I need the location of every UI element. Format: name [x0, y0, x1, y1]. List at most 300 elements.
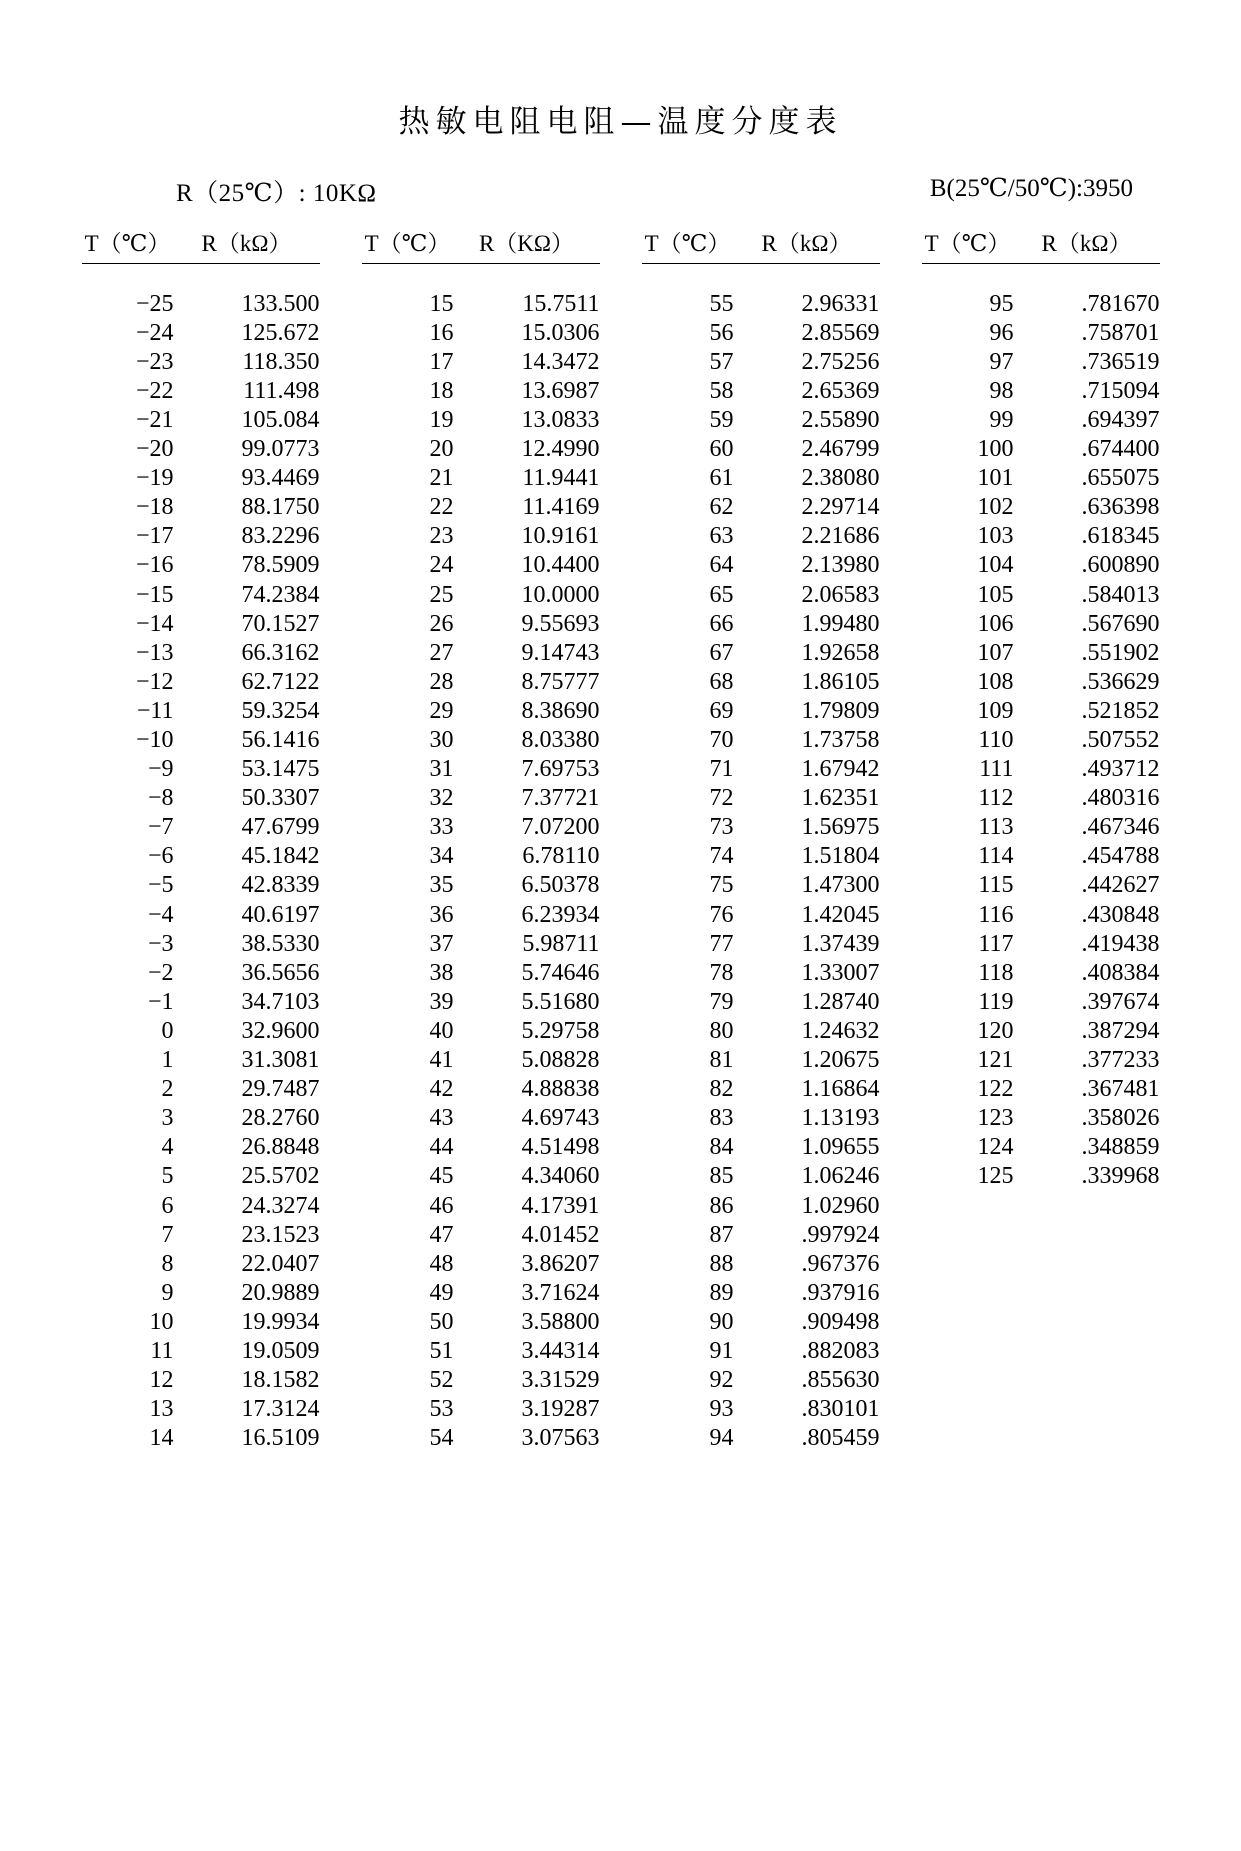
- column-gap: [880, 1221, 922, 1250]
- nominal-resistance-spec: R（25℃）: 10KΩ: [176, 180, 377, 207]
- resistance-cell: 13.6987: [521, 377, 600, 404]
- table-row: [82, 726, 1160, 755]
- temperature-cell: 102: [977, 494, 1014, 521]
- table-row: [82, 1425, 1160, 1454]
- resistance-cell: 47.6799: [241, 814, 320, 841]
- resistance-cell: .882083: [801, 1337, 880, 1364]
- resistance-cell: .521852: [1081, 697, 1160, 724]
- column-gap: [320, 901, 362, 930]
- column-gap: [600, 959, 642, 988]
- table-row: [82, 406, 1160, 435]
- column-gap: [600, 348, 642, 377]
- resistance-cell: .348859: [1081, 1134, 1160, 1161]
- column-gap: [320, 930, 362, 959]
- table-row: [82, 930, 1160, 959]
- column-gap: [600, 1425, 642, 1454]
- temperature-cell: 26: [429, 610, 454, 637]
- table-row: [82, 1076, 1160, 1105]
- column-gap: [880, 1017, 922, 1046]
- temperature-cell: 19: [429, 406, 454, 433]
- temperature-cell: 17: [429, 348, 454, 375]
- temperature-cell: 39: [429, 988, 454, 1015]
- column-gap: [600, 756, 642, 785]
- temperature-cell: 60: [709, 436, 734, 463]
- column-gap: [600, 610, 642, 639]
- temperature-cell: 83: [709, 1105, 734, 1132]
- temperature-cell: 107: [977, 639, 1014, 666]
- temperature-cell: 10: [149, 1308, 174, 1335]
- resistance-cell: 1.06246: [801, 1163, 880, 1190]
- resistance-cell: 3.86207: [521, 1250, 600, 1277]
- temperature-cell: 96: [989, 319, 1014, 346]
- resistance-cell: 14.3472: [521, 348, 600, 375]
- temperature-cell: 62: [709, 494, 734, 521]
- header-spacer-row: [82, 264, 1160, 291]
- resistance-cell: .830101: [801, 1396, 880, 1423]
- column-gap: [320, 843, 362, 872]
- column-gap: [320, 1134, 362, 1163]
- column-gap: [880, 1250, 922, 1279]
- column-gap: [320, 348, 362, 377]
- column-gap: [880, 639, 922, 668]
- column-gap: [320, 988, 362, 1017]
- resistance-cell: 83.2296: [241, 523, 320, 550]
- column-gap: [880, 319, 922, 348]
- resistance-cell: .937916: [801, 1279, 880, 1306]
- column-gap: [600, 435, 642, 464]
- temperature-cell: 36: [429, 901, 454, 928]
- resistance-cell: .480316: [1081, 785, 1160, 812]
- temperature-cell: [922, 1396, 1014, 1425]
- resistance-cell: 7.69753: [521, 756, 600, 783]
- resistance-cell: 105.084: [241, 406, 320, 433]
- resistance-cell: .430848: [1081, 901, 1160, 928]
- temperature-cell: 56: [709, 319, 734, 346]
- column-gap: [600, 1105, 642, 1134]
- temperature-cell: 114: [978, 843, 1014, 870]
- column-gap: [320, 494, 362, 523]
- resistance-cell: .408384: [1081, 959, 1160, 986]
- temperature-cell: 18: [429, 377, 454, 404]
- resistance-cell: 28.2760: [241, 1105, 320, 1132]
- temperature-cell: 6: [161, 1192, 174, 1219]
- resistance-cell: 36.5656: [241, 959, 320, 986]
- column-gap: [880, 348, 922, 377]
- temperature-cell: 28: [429, 668, 454, 695]
- column-gap: [600, 1221, 642, 1250]
- resistance-cell: 3.44314: [521, 1337, 600, 1364]
- resistance-cell: .507552: [1081, 727, 1160, 753]
- resistance-cell: .493712: [1081, 756, 1160, 783]
- header-res-2: R（KΩ）: [454, 225, 600, 264]
- table-row: [82, 1308, 1160, 1337]
- table-row: [82, 814, 1160, 843]
- resistance-cell: 1.51804: [801, 843, 880, 870]
- temperature-cell: 100: [977, 436, 1014, 463]
- resistance-cell: .536629: [1081, 668, 1160, 695]
- resistance-cell: 32.9600: [241, 1017, 320, 1044]
- header-temp-2: T（℃）: [362, 225, 454, 264]
- resistance-cell: 17.3124: [241, 1396, 320, 1423]
- table-row: [82, 697, 1160, 726]
- resistance-cell: 45.1842: [241, 843, 320, 870]
- resistance-cell: 2.21686: [801, 523, 880, 550]
- temperature-cell: 13: [149, 1396, 174, 1423]
- temperature-cell: 61: [709, 465, 734, 492]
- temperature-cell: 74: [709, 843, 734, 870]
- temperature-cell: 59: [709, 406, 734, 433]
- resistance-cell: .781670: [1081, 290, 1160, 317]
- temperature-cell: −1: [147, 988, 174, 1015]
- header-temp-4: T（℃）: [922, 225, 1014, 264]
- column-gap: [600, 1308, 642, 1337]
- temperature-cell: 85: [709, 1163, 734, 1190]
- resistance-cell: .377233: [1081, 1047, 1160, 1074]
- resistance-cell: [1014, 1192, 1160, 1221]
- temperature-cell: 20: [429, 436, 454, 463]
- temperature-cell: 15: [429, 290, 454, 317]
- resistance-cell: 3.07563: [521, 1425, 600, 1452]
- spec-row: [176, 173, 1133, 209]
- column-gap: [880, 435, 922, 464]
- resistance-cell: 10.9161: [521, 523, 600, 550]
- column-gap: [600, 290, 642, 319]
- header-gap-1: [320, 225, 362, 264]
- resistance-cell: 99.0773: [241, 436, 320, 463]
- resistance-cell: 111.498: [243, 377, 320, 404]
- temperature-cell: 51: [429, 1337, 454, 1364]
- temperature-cell: 63: [709, 523, 734, 550]
- column-gap: [600, 726, 642, 755]
- temperature-cell: 16: [429, 319, 454, 346]
- temperature-cell: [922, 1279, 1014, 1308]
- resistance-cell: 3.31529: [521, 1367, 600, 1394]
- resistance-cell: [1014, 1250, 1160, 1279]
- column-gap: [880, 494, 922, 523]
- temperature-cell: −18: [135, 494, 174, 521]
- column-gap: [600, 1017, 642, 1046]
- resistance-cell: 29.7487: [241, 1076, 320, 1103]
- resistance-cell: 24.3274: [241, 1192, 320, 1219]
- resistance-cell: 2.65369: [801, 377, 880, 404]
- temperature-cell: 120: [977, 1017, 1014, 1044]
- temperature-cell: 72: [709, 785, 734, 812]
- resistance-cell: 2.13980: [801, 552, 880, 579]
- resistance-cell: .600890: [1081, 552, 1160, 579]
- temperature-cell: −15: [135, 581, 174, 608]
- resistance-cell: 4.01452: [521, 1221, 600, 1248]
- resistance-cell: .618345: [1081, 523, 1160, 550]
- temperature-cell: 29: [429, 697, 454, 724]
- resistance-cell: 1.02960: [801, 1192, 880, 1219]
- temperature-cell: 117: [978, 930, 1014, 957]
- column-gap: [320, 465, 362, 494]
- temperature-cell: −6: [147, 843, 174, 870]
- temperature-cell: −9: [147, 756, 174, 783]
- resistance-cell: 1.16864: [801, 1076, 880, 1103]
- resistance-cell: .909498: [801, 1308, 880, 1335]
- resistance-cell: 1.13193: [801, 1105, 880, 1132]
- temperature-cell: 113: [978, 814, 1014, 841]
- column-gap: [320, 377, 362, 406]
- temperature-cell: 34: [429, 843, 454, 870]
- temperature-cell: 119: [978, 988, 1014, 1015]
- temperature-cell: 115: [978, 872, 1014, 899]
- column-gap: [600, 1076, 642, 1105]
- temperature-cell: 23: [429, 523, 454, 550]
- column-gap: [320, 1046, 362, 1075]
- table-row: [82, 988, 1160, 1017]
- table-row: [82, 319, 1160, 348]
- resistance-cell: 2.29714: [801, 494, 880, 521]
- temperature-cell: 70: [709, 727, 734, 753]
- resistance-cell: 15.0306: [521, 319, 600, 346]
- temperature-cell: 53: [429, 1396, 454, 1423]
- resistance-cell: 16.5109: [241, 1425, 320, 1452]
- column-gap: [880, 581, 922, 610]
- temperature-cell: −3: [147, 930, 174, 957]
- resistance-cell: 23.1523: [241, 1221, 320, 1248]
- temperature-cell: 67: [709, 639, 734, 666]
- resistance-cell: 6.23934: [521, 901, 600, 928]
- temperature-cell: 118: [978, 959, 1014, 986]
- temperature-cell: 68: [709, 668, 734, 695]
- temperature-cell: 109: [977, 697, 1014, 724]
- temperature-cell: 57: [709, 348, 734, 375]
- column-gap: [320, 639, 362, 668]
- column-gap: [600, 1250, 642, 1279]
- resistance-cell: [1014, 1366, 1160, 1395]
- resistance-cell: 8.75777: [521, 668, 600, 695]
- resistance-cell: 9.14743: [521, 639, 600, 666]
- column-gap: [880, 377, 922, 406]
- resistance-cell: 88.1750: [241, 494, 320, 521]
- table-row: [82, 872, 1160, 901]
- resistance-cell: 9.55693: [521, 610, 600, 637]
- resistance-cell: 2.06583: [801, 581, 880, 608]
- temperature-cell: 104: [977, 552, 1014, 579]
- column-gap: [320, 814, 362, 843]
- table-row: [82, 1046, 1160, 1075]
- column-gap: [320, 406, 362, 435]
- column-gap: [600, 494, 642, 523]
- column-gap: [600, 406, 642, 435]
- resistance-cell: 5.08828: [521, 1047, 600, 1074]
- resistance-cell: 22.0407: [241, 1250, 320, 1277]
- resistance-cell: 1.42045: [801, 901, 880, 928]
- column-gap: [320, 1105, 362, 1134]
- resistance-cell: 4.51498: [521, 1134, 600, 1161]
- resistance-cell: .805459: [801, 1425, 880, 1452]
- table-row: [82, 959, 1160, 988]
- temperature-cell: 30: [429, 727, 454, 753]
- table-row: [82, 639, 1160, 668]
- column-gap: [320, 1192, 362, 1221]
- column-gap: [320, 552, 362, 581]
- temperature-cell: [922, 1192, 1014, 1221]
- resistance-cell: 53.1475: [241, 756, 320, 783]
- temperature-cell: 93: [709, 1396, 734, 1423]
- resistance-cell: 7.37721: [521, 785, 600, 812]
- temperature-cell: 44: [429, 1134, 454, 1161]
- temperature-cell: 8: [161, 1250, 174, 1277]
- temperature-cell: 45: [429, 1163, 454, 1190]
- resistance-cell: 1.37439: [801, 930, 880, 957]
- resistance-cell: 18.1582: [241, 1367, 320, 1394]
- temperature-cell: 124: [977, 1134, 1014, 1161]
- resistance-cell: 133.500: [241, 290, 320, 317]
- column-gap: [600, 901, 642, 930]
- temperature-cell: 88: [709, 1250, 734, 1277]
- resistance-cell: 2.96331: [801, 290, 880, 317]
- temperature-cell: 14: [149, 1425, 174, 1452]
- column-gap: [600, 581, 642, 610]
- temperature-cell: 99: [989, 406, 1014, 433]
- column-gap: [320, 1076, 362, 1105]
- temperature-cell: 110: [978, 727, 1014, 753]
- column-gap: [600, 319, 642, 348]
- temperature-cell: −25: [135, 290, 174, 317]
- column-gap: [880, 988, 922, 1017]
- temperature-cell: 77: [709, 930, 734, 957]
- resistance-cell: 1.28740: [801, 988, 880, 1015]
- resistance-cell: 2.55890: [801, 406, 880, 433]
- column-gap: [880, 406, 922, 435]
- resistance-cell: .584013: [1081, 581, 1160, 608]
- column-gap: [880, 1134, 922, 1163]
- column-gap: [320, 523, 362, 552]
- resistance-cell: 5.29758: [521, 1017, 600, 1044]
- resistance-cell: 3.19287: [521, 1396, 600, 1423]
- column-gap: [880, 843, 922, 872]
- temperature-cell: 95: [989, 290, 1014, 317]
- temperature-cell: 84: [709, 1134, 734, 1161]
- resistance-cell: 1.47300: [801, 872, 880, 899]
- temperature-cell: 49: [429, 1279, 454, 1306]
- temperature-cell: 87: [709, 1221, 734, 1248]
- column-gap: [880, 756, 922, 785]
- temperature-cell: −12: [135, 668, 174, 695]
- resistance-cell: [1014, 1221, 1160, 1250]
- temperature-cell: 24: [429, 552, 454, 579]
- temperature-cell: 86: [709, 1192, 734, 1219]
- temperature-cell: 122: [977, 1076, 1014, 1103]
- resistance-cell: .715094: [1081, 377, 1160, 404]
- resistance-cell: 125.672: [241, 319, 320, 346]
- temperature-cell: −8: [147, 785, 174, 812]
- temperature-cell: [922, 1250, 1014, 1279]
- resistance-cell: 38.5330: [241, 930, 320, 957]
- table-body: [82, 290, 1160, 1454]
- table-row: [82, 1192, 1160, 1221]
- resistance-cell: .758701: [1081, 319, 1160, 346]
- resistance-cell: .467346: [1081, 814, 1160, 841]
- resistance-cell: 2.85569: [801, 319, 880, 346]
- resistance-cell: 3.71624: [521, 1279, 600, 1306]
- column-gap: [320, 1163, 362, 1192]
- table-row: [82, 901, 1160, 930]
- table-row: [82, 1366, 1160, 1395]
- temperature-cell: 4: [161, 1134, 174, 1161]
- temperature-cell: 112: [978, 785, 1014, 812]
- resistance-cell: 31.3081: [241, 1047, 320, 1074]
- column-gap: [880, 1396, 922, 1425]
- temperature-cell: 7: [161, 1221, 174, 1248]
- temperature-cell: 69: [709, 697, 734, 724]
- resistance-cell: 1.92658: [801, 639, 880, 666]
- column-gap: [600, 843, 642, 872]
- column-gap: [880, 1337, 922, 1366]
- table-row: [82, 348, 1160, 377]
- column-gap: [320, 1279, 362, 1308]
- resistance-cell: 19.9934: [241, 1308, 320, 1335]
- temperature-cell: 123: [977, 1105, 1014, 1132]
- temperature-cell: 5: [161, 1163, 174, 1190]
- temperature-cell: 81: [709, 1047, 734, 1074]
- column-gap: [600, 668, 642, 697]
- temperature-cell: 38: [429, 959, 454, 986]
- table-row: [82, 785, 1160, 814]
- resistance-cell: .567690: [1081, 610, 1160, 637]
- temperature-cell: 27: [429, 639, 454, 666]
- column-gap: [880, 785, 922, 814]
- temperature-cell: 65: [709, 581, 734, 608]
- resistance-cell: 12.4990: [521, 436, 600, 463]
- column-gap: [320, 1366, 362, 1395]
- temperature-cell: 90: [709, 1308, 734, 1335]
- resistance-cell: 1.20675: [801, 1047, 880, 1074]
- column-gap: [880, 1366, 922, 1395]
- column-gap: [880, 1192, 922, 1221]
- resistance-cell: 1.79809: [801, 697, 880, 724]
- column-gap: [320, 581, 362, 610]
- temperature-cell: 40: [429, 1017, 454, 1044]
- temperature-cell: 125: [977, 1163, 1014, 1190]
- temperature-cell: 58: [709, 377, 734, 404]
- table-row: [82, 843, 1160, 872]
- table-row: [82, 523, 1160, 552]
- temperature-cell: 35: [429, 872, 454, 899]
- resistance-cell: .967376: [801, 1250, 880, 1277]
- column-gap: [880, 1105, 922, 1134]
- resistance-cell: 11.9441: [522, 465, 600, 492]
- column-gap: [600, 1163, 642, 1192]
- temperature-cell: 50: [429, 1308, 454, 1335]
- column-gap: [880, 1163, 922, 1192]
- temperature-cell: 94: [709, 1425, 734, 1452]
- temperature-cell: [922, 1308, 1014, 1337]
- temperature-cell: −19: [135, 465, 174, 492]
- temperature-cell: 0: [161, 1017, 174, 1044]
- column-gap: [880, 1046, 922, 1075]
- temperature-cell: 82: [709, 1076, 734, 1103]
- table-row: [82, 1221, 1160, 1250]
- column-gap: [320, 290, 362, 319]
- table-row: [82, 435, 1160, 464]
- b-value-spec: B(25℃/50℃):3950: [929, 175, 1133, 202]
- table-header-row: [82, 225, 1160, 264]
- resistance-cell: 15.7511: [522, 290, 600, 317]
- temperature-cell: 66: [709, 610, 734, 637]
- table-row: [82, 610, 1160, 639]
- temperature-cell: 105: [977, 581, 1014, 608]
- temperature-cell: −14: [135, 610, 174, 637]
- resistance-cell: 10.0000: [521, 581, 600, 608]
- temperature-cell: 78: [709, 959, 734, 986]
- column-gap: [880, 726, 922, 755]
- table-row: [82, 1337, 1160, 1366]
- resistance-cell: 4.17391: [521, 1192, 600, 1219]
